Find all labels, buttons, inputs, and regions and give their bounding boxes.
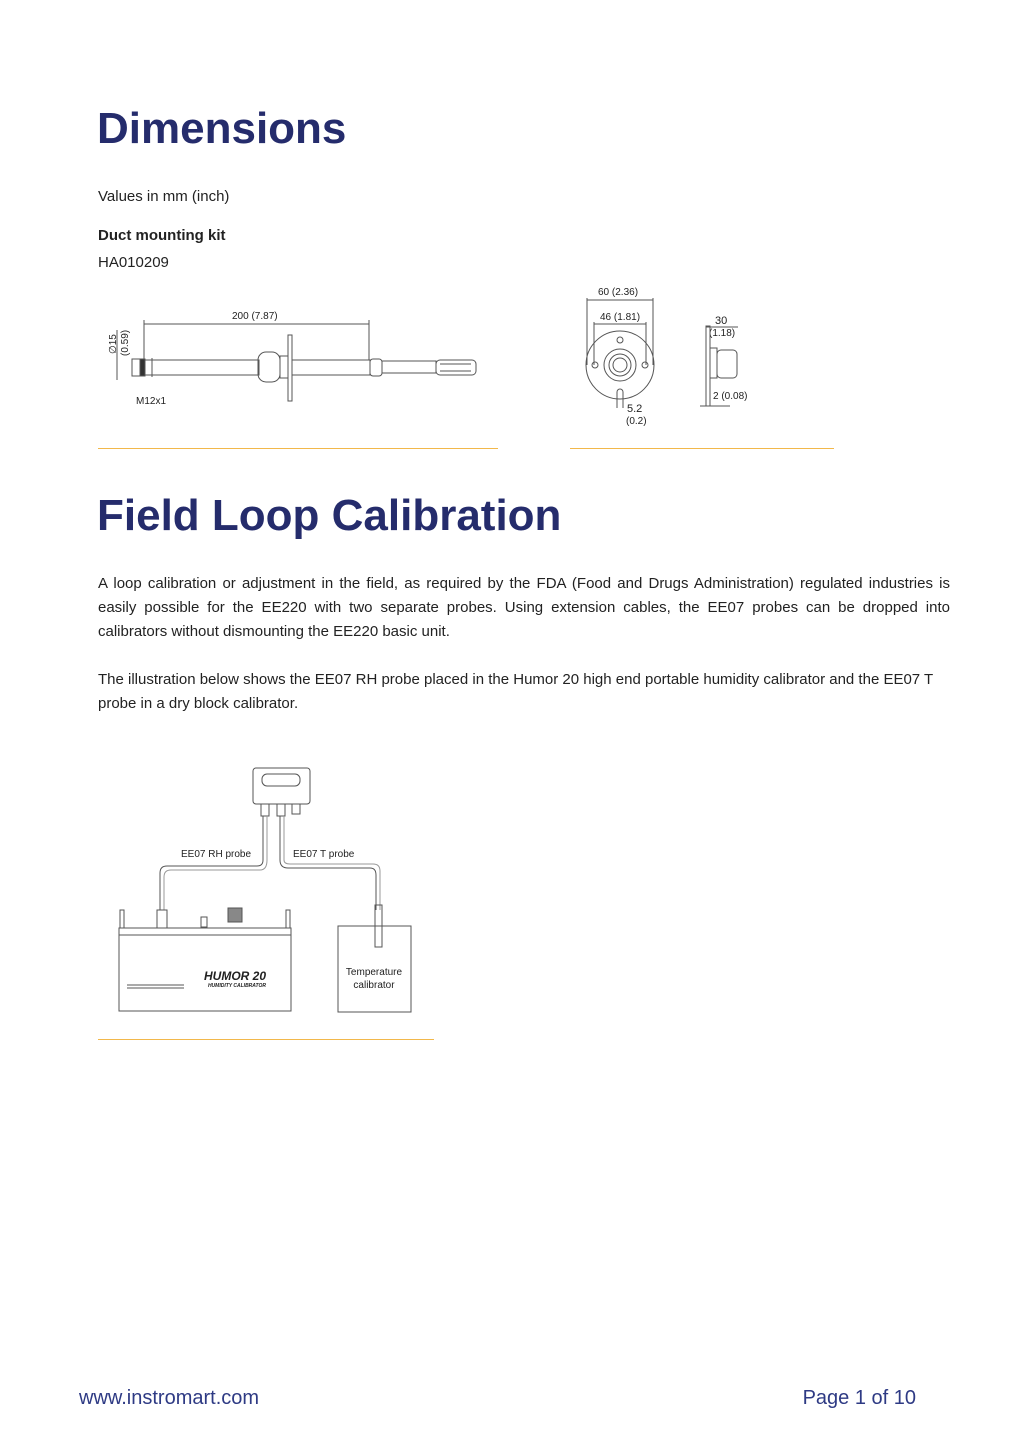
flange-depth-label: 30	[715, 315, 728, 327]
calibration-paragraph-2: The illustration below shows the EE07 RH probe placed in the Humor 20 high end portable humidity calibrator and the EE07 T probe in a dry block calibrator.	[98, 671, 933, 712]
temp-calibrator-line1: Temperature	[345, 967, 403, 978]
calibration-diagram	[110, 760, 430, 1020]
temp-calibrator-line2: calibrator	[353, 980, 395, 991]
units-note: Values in mm (inch)	[98, 188, 230, 205]
divider	[98, 1039, 434, 1040]
flange-drawing	[570, 280, 770, 430]
flange-slot-in-label: (0.2)	[626, 416, 647, 427]
t-probe-label: EE07 T probe	[293, 849, 355, 860]
footer-website-link[interactable]: www.instromart.com	[79, 1387, 260, 1409]
calibration-paragraph-1: A loop calibration or adjustment in the field, as required by the FDA (Food and Drugs Administration) regulated industries is easily possible for the EE220 with two separate probes. Using extension cables, the EE07 probes can be dropped into calibrators without dismounting the EE220 basic unit.	[98, 575, 950, 640]
flange-thickness-label: 2 (0.08)	[713, 391, 748, 402]
kit-code: HA010209	[98, 254, 169, 271]
flange-depth-in-label: (1.18)	[709, 328, 736, 339]
calibration-title: Field Loop Calibration	[97, 491, 562, 540]
probe-length-label: 200 (7.87)	[232, 311, 278, 322]
divider	[98, 448, 498, 449]
flange-inner-label: 46 (1.81)	[600, 312, 641, 323]
footer-page-number: Page 1 of 10	[802, 1387, 916, 1409]
dimensions-title: Dimensions	[97, 104, 347, 153]
probe-diameter-in-label: (0.59)	[120, 329, 131, 356]
kit-title: Duct mounting kit	[98, 227, 226, 244]
probe-drawing	[95, 290, 495, 420]
rh-probe-label: EE07 RH probe	[181, 849, 252, 860]
humor-subtitle: HUMIDITY CALIBRATOR	[207, 983, 266, 989]
divider	[570, 448, 834, 449]
flange-outer-label: 60 (2.36)	[598, 287, 639, 298]
humor-title: HUMOR 20	[203, 969, 266, 983]
probe-diameter-label: ∅15	[108, 334, 119, 354]
thread-label: M12x1	[136, 396, 167, 407]
flange-slot-label: 5.2	[627, 403, 643, 415]
